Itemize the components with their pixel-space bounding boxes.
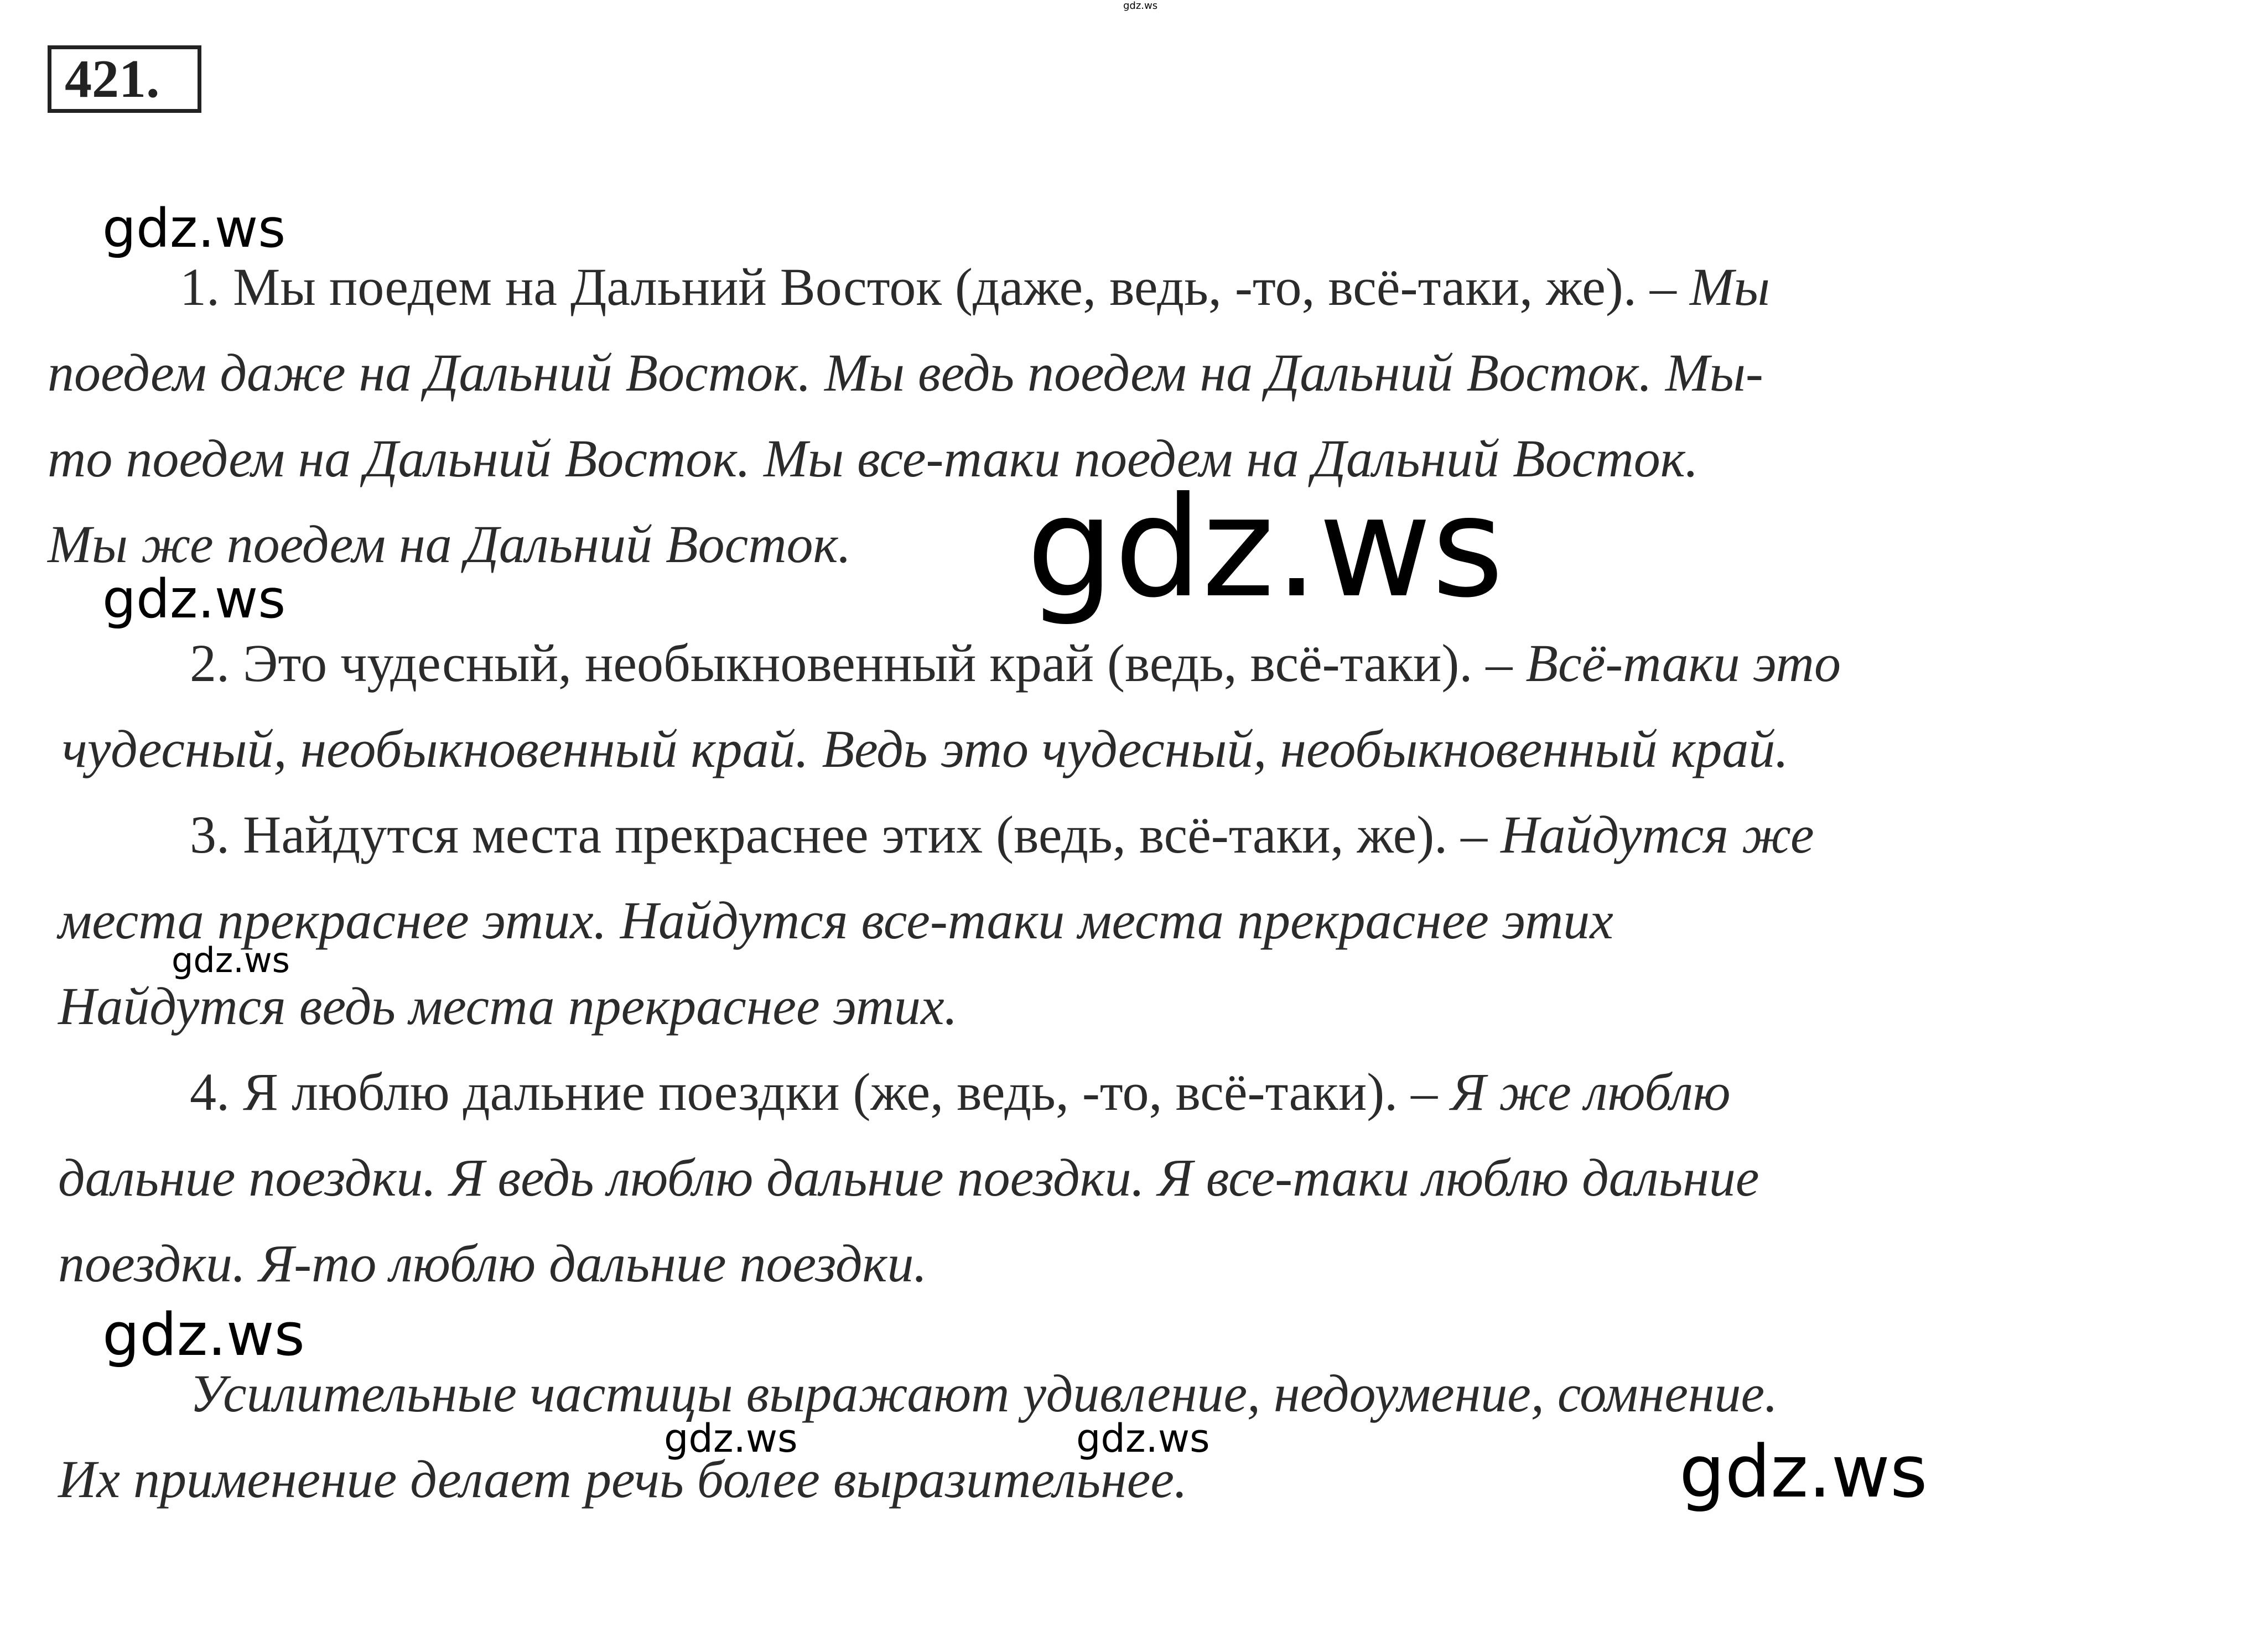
watermark-small-1: gdz.ws [102,198,286,259]
watermark-small-4: gdz.ws [102,1301,305,1369]
watermark-small-5: gdz.ws [664,1416,798,1461]
answer-4-start: – Я же люблю [1411,1062,1731,1121]
task-4-text: 4. Я люблю дальние поездки (же, ведь, -то, всё-таки). [190,1062,1411,1121]
answer-1-cont-b: то поедем на Дальний Восток. Мы все-таки поедем на Дальний Восток. [48,429,1699,488]
answer-line-9 [58,974,958,1039]
answer-line-7 [190,802,1814,867]
conclusion-text-a: Усилительные частицы выражают удивление, недоумение, сомнение. [190,1364,1778,1423]
answer-1-cont-c: Мы же поедем на Дальний Восток. [48,515,852,574]
answer-2-start: – Всё-таки это [1486,633,1841,693]
answer-3-start: – Найдутся же [1461,805,1814,864]
task-1-text: 1. Мы поедем на Дальний Восток (даже, ведь, -то, всё-таки, же). [180,257,1650,316]
watermark-medium: gdz.ws [1679,1430,1928,1514]
conclusion-line-1 [190,1361,1778,1426]
answer-line-4 [48,512,851,577]
answer-line-12 [58,1231,927,1296]
answer-1-cont-a: поедем даже на Дальний Восток. Мы ведь поедем на Дальний Восток. Мы- [48,343,1763,402]
answer-line-2 [48,340,1763,406]
answer-line-10 [190,1059,1731,1125]
conclusion-text-b: Их применение делает речь более выразительнее. [58,1450,1187,1509]
exercise-number: 421. [48,45,201,113]
watermark-small-2: gdz.ws [102,568,286,630]
watermark-tiny: gdz.ws [1123,0,1158,12]
answer-line-11 [58,1145,1759,1211]
task-2-text: 2. Это чудесный, необыкновенный край (ведь, всё-таки). [190,633,1486,693]
answer-1-start: – Мы [1649,257,1770,316]
task-3-text: 3. Найдутся места прекраснее этих (ведь, всё-таки, же). [190,805,1461,864]
answer-line-8 [58,888,1613,953]
conclusion-line-2 [58,1447,1187,1512]
answer-3-cont-b: Найдутся ведь места прекраснее этих. [58,976,958,1036]
answer-line-6 [62,716,1788,782]
answer-line-5 [190,631,1841,696]
watermark-large: gdz.ws [1026,467,1504,628]
answer-4-cont-b: поездки. Я-то люблю дальние поездки. [58,1234,927,1293]
watermark-small-6: gdz.ws [1076,1416,1210,1461]
answer-3-cont-a: места прекраснее этих. Найдутся все-таки места прекраснее этих [58,891,1613,950]
answer-2-cont: чудесный, необыкновенный край. Ведь это чудесный, необыкновенный край. [62,719,1789,778]
answer-line-1 [180,254,1770,320]
answer-4-cont-a: дальние поездки. Я ведь люблю дальние поездки. Я все-таки люблю дальние [58,1148,1759,1207]
watermark-small-3: gdz.ws [172,940,290,980]
